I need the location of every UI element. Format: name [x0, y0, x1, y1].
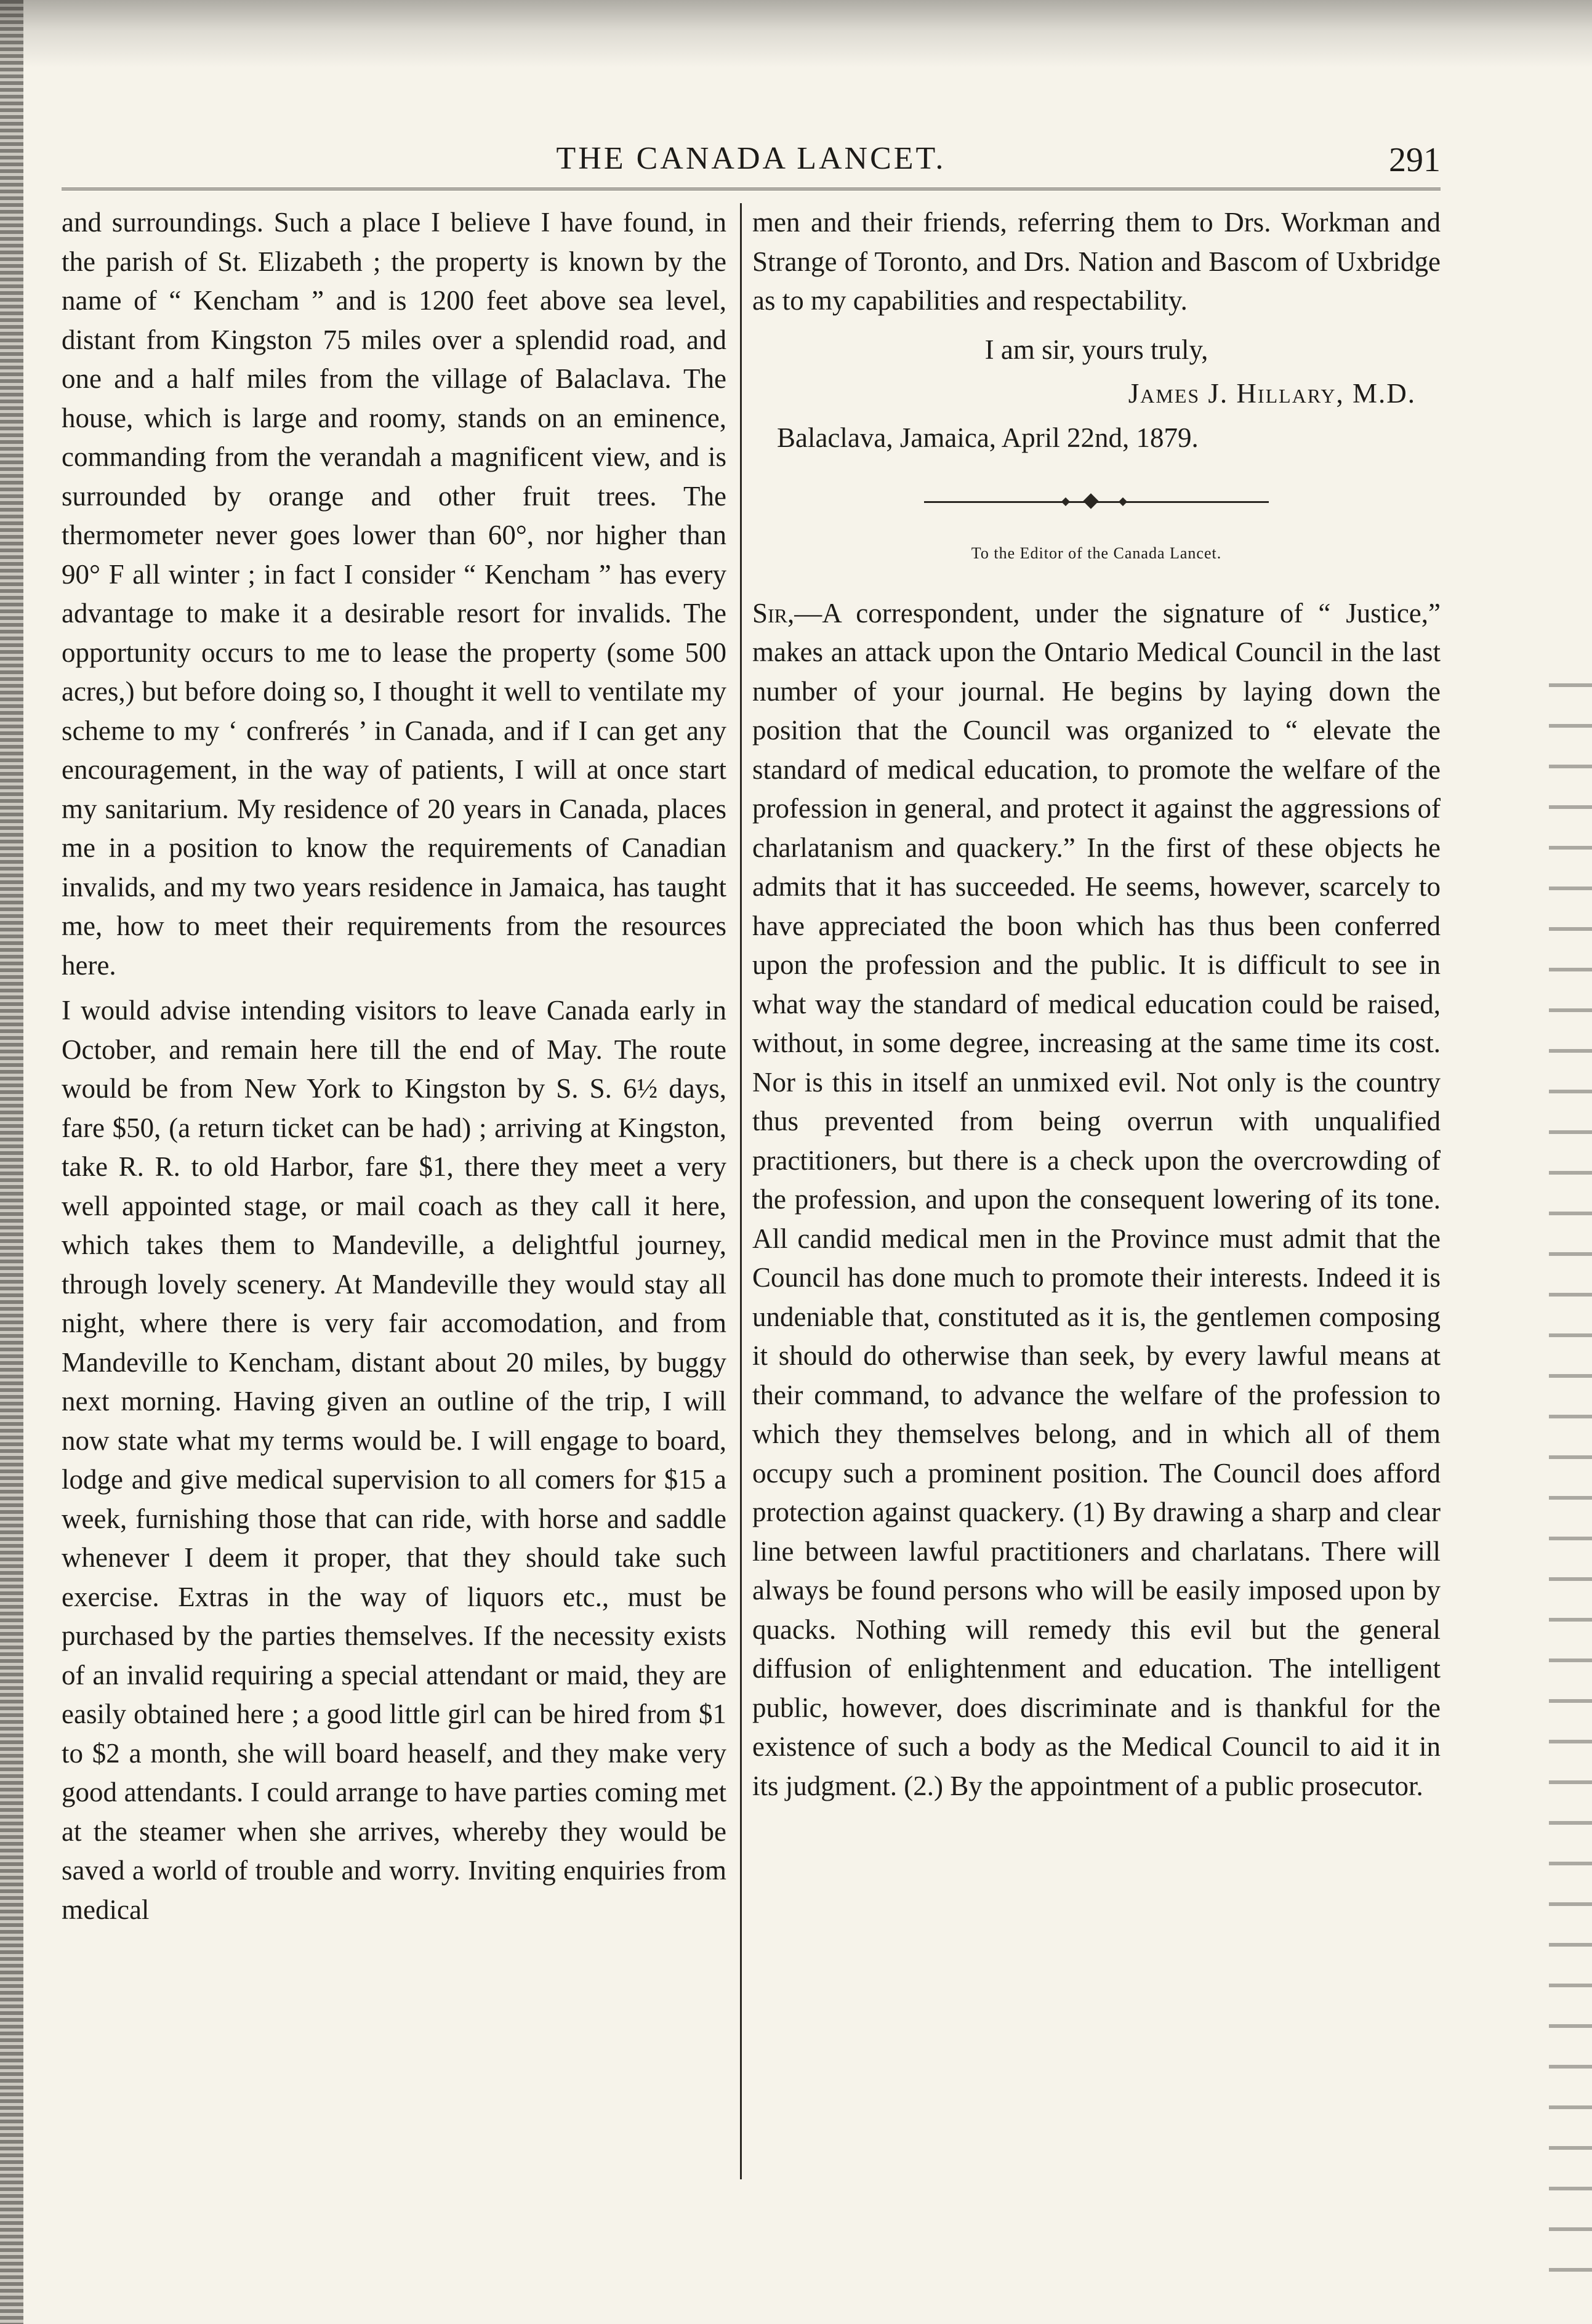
- ornament-diamond: [1083, 493, 1098, 509]
- right-column: [752, 203, 1441, 1806]
- letter-continuation: men and their friends, referring them to Drs. Workman and Strange of Toronto, and Drs. Nation and Bascom of Uxbridge as to my capabilities and respectability.: [752, 207, 1441, 316]
- column-divider: [740, 203, 742, 2179]
- section-ornament: [924, 494, 1269, 509]
- ornament-dot-left: [1061, 497, 1070, 506]
- page-number: 291: [1389, 141, 1441, 179]
- letter-body-paragraph: [752, 594, 1441, 1806]
- left-column: [62, 203, 726, 1929]
- letter-body: —A correspondent, under the signature of “ Justice,” makes an attack upon the Ontario Medical Council in the last number of your journal. He begins by laying down the position that the Council was organized to “ elevate the standard of medical education, to promote the welfare of the profession in general, and protect it against the aggressions of charlatanism and quackery.” In the first of these objects he admits that it has succeeded. He seems, however, scarcely to have appreciated the boon which has thus been conferred upon the profession and the public. It is difficult to see in what way the standard of medical education could be raised, without, in some degree, increasing at the same time its cost. Nor is this in itself an unmixed evil. Not only is the country thus prevented from being overrun with unqualified practitioners, but there is a check upon the overcrowding of the profession, and upon the consequent lowering of its tone. All candid medical men in the Province must admit that the Council has done much to promote their interests. Indeed it is undeniable that, constituted as it is, the gentlemen composing it should do otherwise than seek, by every lawful means at their command, to advance the welfare of the profession to which they themselves belong, and in which all of them occupy such a prominent position. The Council does afford protection against quackery. (1) By drawing a sharp and clear line between lawful practitioners and charlatans. There will always be found persons who will be easily imposed upon by quacks. Nothing will remedy this evil but the general diffusion of enlightenment and education. The intelligent public, however, does discriminate and is thankful for the existence of such a body as the Medical Council to aid it in its judgment. (2.) By the appointment of a public prosecutor.: [752, 597, 1441, 1801]
- left-paragraph-1: and surroundings. Such a place I believe I have found, in the parish of St. Elizabeth ; the property is known by the name of “ Kencham ” and is 1200 feet above sea level, distant from Kingston 75 miles over a splendid road, and one and a half miles from the village of Balaclava. The house, which is large and roomy, stands on an eminence, commanding from the verandah a magnificent view, and is surrounded by orange and other fruit trees. The thermometer never goes lower than 60°, nor higher than 90° F all winter ; in fact I consider “ Kencham ” has every advantage to make it a desirable resort for invalids. The opportunity occurs to me to lease the property (some 500 acres,) but before doing so, I thought it well to ventilate my scheme to my ‘ confrerés ’ in Canada, and if I can get any encouragement, in the way of patients, I will at once start my sanitarium. My residence of 20 years in Canada, places me in a position to know the requirements of Canadian invalids, and my two years residence in Jamaica, has taught me, how to meet their requirements from the resources here.: [62, 207, 726, 981]
- letter-signature: James J. Hillary, M.D.: [1128, 378, 1416, 409]
- page-header: [62, 140, 1441, 183]
- scan-left-edge: [0, 0, 23, 2324]
- letter-dateline: Balaclava, Jamaica, April 22nd, 1879.: [777, 422, 1199, 453]
- letter-salutation: Sir,: [752, 597, 795, 629]
- ornament-dot-right: [1119, 497, 1127, 506]
- letter-closing: I am sir, yours truly,: [984, 334, 1208, 365]
- header-rule: [62, 188, 1441, 190]
- scan-top-noise: [0, 0, 1592, 68]
- left-paragraph-2: I would advise intending visitors to leave Canada early in October, and remain here till the end of May. The route would be from New York to Kingston by S. S. 6½ days, fare $50, (a return ticket can be had) ; arriving at Kingston, take R. R. to old Harbor, fare $1, there they meet a very well appointed stage, or mail coach as they call it here, which takes them to Mandeville, a delightful journey, through lovely scenery. At Mandeville they would stay all night, where there is very fair accomodation, and from Mandeville to Kencham, distant about 20 miles, by buggy next morning. Having given an outline of the trip, I will now state what my terms would be. I will engage to board, lodge and give medical supervision to all comers for $15 a week, furnishing those that can ride, with horse and saddle whenever I deem it proper, that they should take such exercise. Extras in the way of liquors etc., must be purchased by the parties themselves. If the necessity exists of an invalid requiring a special attendant or maid, they are easily obtained here ; a good little girl can be hired from $1 to $2 a month, she will board heaself, and they make very good attendants. I could arrange to have parties coming met at the steamer when she arrives, whereby they would be saved a world of trouble and worry. Inviting enquiries from medical: [62, 995, 726, 1925]
- letter-addressee: To the Editor of the Canada Lancet.: [971, 544, 1222, 562]
- running-title: THE CANADA LANCET.: [556, 141, 946, 176]
- scan-right-edge: [1549, 646, 1592, 2309]
